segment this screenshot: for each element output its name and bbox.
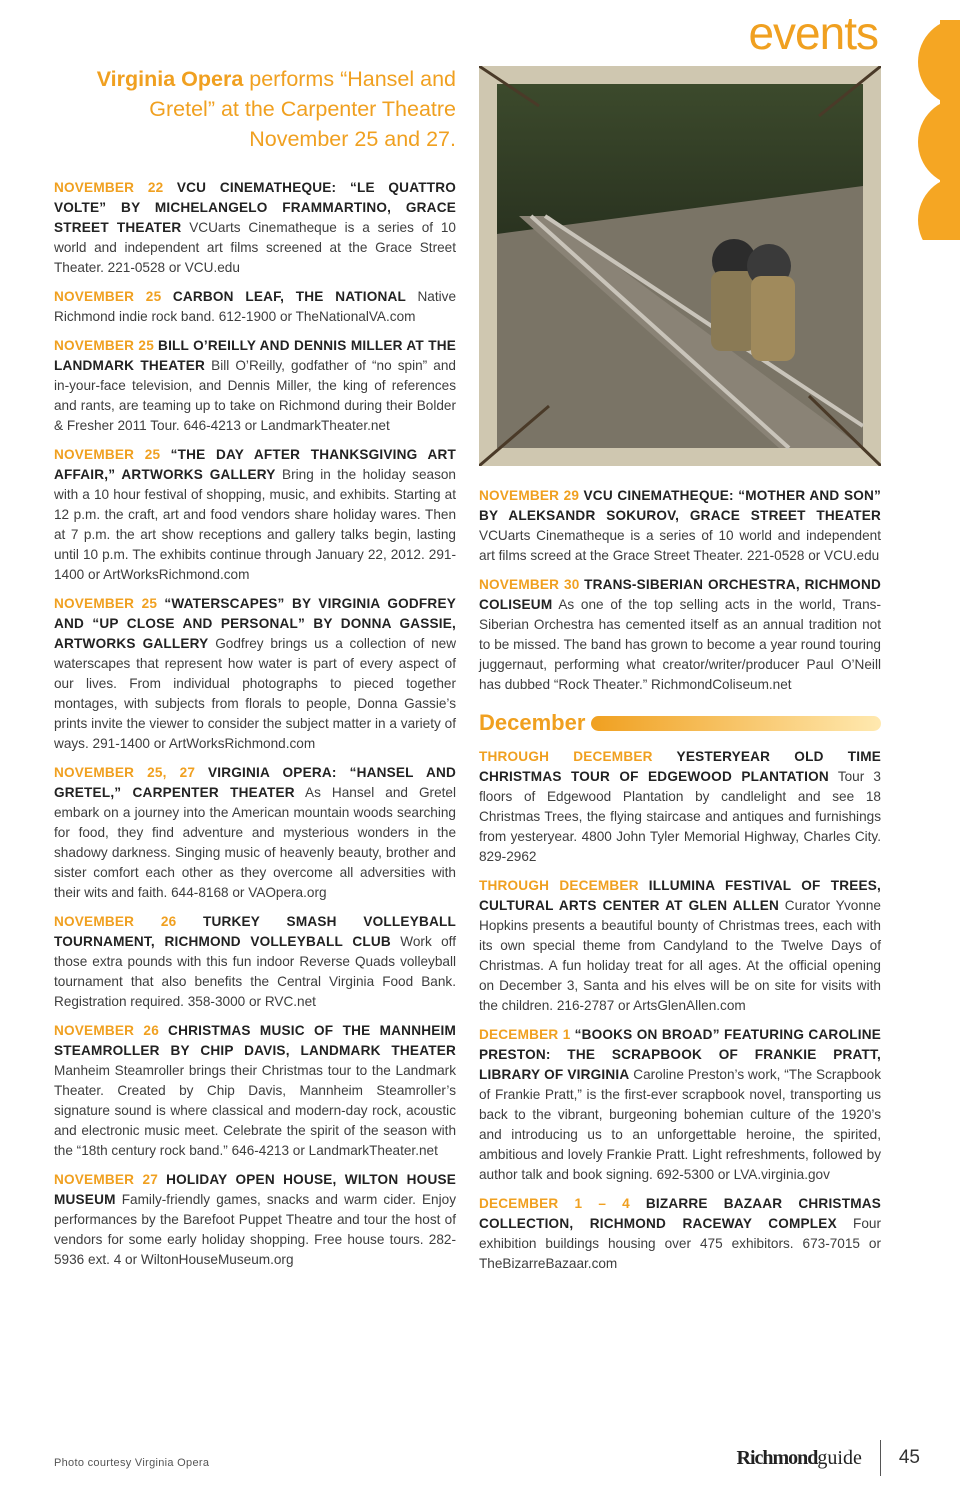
event-title: CHRISTMAS MUSIC OF THE MANNHEIM STEAMROLLER BY CHIP DAVIS, LANDMARK THEATER (54, 1023, 456, 1058)
event-description: Four exhibition buildings housing over 475 exhibitors. 673-7015 or TheBizarreBazaar.com (479, 1216, 881, 1271)
event-description: Godfrey brings us a collection of new waterscapes that represent how water is part of every aspect of our lives. From individual photographs to pieced together montages, with subjects from florals to people, Donna Gassie’s prints invite the viewer to consider the subject matter in a variety of ways. 291-1400 or ArtWorksRichmond.com (54, 636, 457, 751)
event-date: NOVEMBER 22 (54, 180, 164, 195)
event-photo (479, 66, 881, 466)
event-date: NOVEMBER 25, 27 (54, 765, 196, 780)
page-footer (737, 1440, 920, 1476)
event-title: VIRGINIA OPERA: “HANSEL AND GRETEL,” CARPENTER THEATER (54, 765, 456, 800)
event-item (479, 575, 881, 695)
event-date: DECEMBER 1 (479, 1027, 571, 1042)
event-date: DECEMBER 1 – 4 (479, 1196, 630, 1211)
event-date: NOVEMBER 25 (54, 447, 161, 462)
event-date: NOVEMBER 25 (54, 289, 162, 304)
month-divider-bar (591, 716, 881, 731)
decorative-scallop-border (910, 20, 960, 240)
event-item (479, 1194, 881, 1274)
event-title: “BOOKS ON BROAD” FEATURING CAROLINE PRESTON: THE SCRAPBOOK OF FRANKIE PRATT, LIBRARY OF VIRGINIA (479, 1027, 881, 1082)
event-title: “WATERSCAPES” BY VIRGINIA GODFREY AND “UP CLOSE AND PERSONAL” BY DONNA GASSIE, ARTWORKS GALLERY (54, 596, 456, 651)
event-description: Work off those extra pounds with this fun indoor Reverse Quads volleyball tournament that also benefits the Central Virginia Food Bank. Registration required. 358-3000 or RVC.net (54, 934, 456, 1009)
event-description: VCUarts Cinematheque is a series of 10 world and independent art films screed at the Grace Street Theater. 221-0528 or VCU.edu (479, 528, 881, 563)
event-title: TURKEY SMASH VOLLEYBALL TOURNAMENT, RICHMOND VOLLEYBALL CLUB (54, 914, 457, 949)
event-description: Caroline Preston’s work, “The Scrapbook of Frankie Pratt,” is the first-ever scrapbook novel, transporting us back to the vibrant, burgeoning bohemian culture of the 1920’s and introducing us to an unforgettable heroine, the spirited, ambitious and lovely Frankie Pratt. Light refreshments, followed by author talk and book signing. 692-5300 or LVA.virginia.gov (479, 1067, 881, 1182)
event-item (54, 912, 456, 1012)
event-item (54, 178, 456, 278)
event-item (479, 486, 881, 566)
event-title: TRANS-SIBERIAN ORCHESTRA, RICHMOND COLISEUM (479, 577, 881, 612)
event-item (54, 287, 456, 327)
event-date: NOVEMBER 29 (479, 488, 580, 503)
event-title: BILL O’REILLY AND DENNIS MILLER AT THE LANDMARK THEATER (54, 338, 456, 373)
event-description: Tour 3 floors of Edgewood Plantation by candlelight and see 18 Christmas Trees, the flying staircase and antiques and furnishings from yesteryear. 4800 John Tyler Memorial Highway, Charles City. 829-2962 (479, 769, 881, 864)
event-description: As Hansel and Gretel embark on a journey into the American mountain woods searching for food, they find adventure and mysterious wonders in the shadowy darkness. Singing music of heavenly beauty, brother and sister comfort each other as they overcome all adversities with their wits and faith. 644-8168 or VAOpera.org (54, 785, 456, 900)
month-label: December (479, 710, 586, 735)
event-item (54, 445, 456, 585)
event-date: NOVEMBER 27 (54, 1172, 158, 1187)
event-description: As one of the top selling acts in the world, Trans-Siberian Orchestra has cemented itself as an annual tradition not to be missed. The band has grown to become a year round touring juggernaut, performing what creator/writer/producer Paul O’Neill has dubbed “Rock Theater.” RichmondColiseum.net (479, 597, 881, 692)
event-item (54, 763, 456, 903)
right-column (479, 486, 881, 1283)
event-item (479, 876, 881, 1016)
event-item (54, 1021, 456, 1161)
event-title: VCU CINEMATHEQUE: “LE QUATTRO VOLTE” BY MICHELANGELO FRAMMARTINO, GRACE STREET THEATER (54, 180, 456, 235)
event-description: Native Richmond indie rock band. 612-1900 or TheNationalVA.com (54, 289, 457, 324)
event-description: Curator Yvonne Hopkins presents a beautiful bounty of Christmas trees, each with its own special theme from Candyland to the Twelve Days of Christmas. A fun holiday treat for all ages. At the official opening on December 3, Santa and his elves will be on site for visits with the children. 216-2787 or ArtsGlenAllen.com (479, 898, 881, 1013)
event-description: Manheim Steamroller brings their Christmas tour to the Landmark Theater. Created by Chip Davis, Mannheim Steamroller’s signature sound is where classical and modern-day rock, acoustic and electronic music meet. Celebrate the spirit of the season with the “18th century rock band.” 646-4213 or LandmarkTheater.net (54, 1063, 456, 1158)
event-title: ILLUMINA FESTIVAL OF TREES, CULTURAL ARTS CENTER AT GLEN ALLEN (479, 878, 881, 913)
event-date: NOVEMBER 30 (479, 577, 580, 592)
event-item (54, 1170, 456, 1270)
month-heading-december (479, 710, 881, 735)
event-date: NOVEMBER 26 (54, 914, 177, 929)
event-title: BIZARRE BAZAAR CHRISTMAS COLLECTION, RICHMOND RACEWAY COMPLEX (479, 1196, 882, 1231)
event-date: THROUGH DECEMBER (479, 749, 653, 764)
event-description: VCUarts Cinematheque is a series of 10 world and independent art films screened at the Grace Street Theater. 221-0528 or VCU.edu (54, 220, 456, 275)
event-item (479, 1025, 881, 1185)
event-date: NOVEMBER 26 (54, 1023, 159, 1038)
event-item (54, 594, 456, 754)
caption-text: performs “Hansel and Gretel” at the Carpenter Theatre November 25 and 27. (149, 67, 456, 151)
event-item (54, 336, 456, 436)
section-title: events (748, 7, 878, 59)
left-column (54, 178, 456, 1279)
footer-divider (880, 1440, 881, 1476)
logo-bold: Richmond (736, 1446, 818, 1469)
photo-caption (54, 64, 456, 154)
event-title: HOLIDAY OPEN HOUSE, WILTON HOUSE MUSEUM (54, 1172, 456, 1207)
event-title: CARBON LEAF, THE NATIONAL (172, 289, 407, 304)
event-description: Bill O’Reilly, godfather of “no spin” and in-your-face television, and Dennis Miller, the king of references and rants, are teaming up to take on Richmond during their Bolder & Fresher 2011 Tour. 646-4213 or LandmarkTheater.net (54, 358, 456, 433)
event-title: YESTERYEAR OLD TIME CHRISTMAS TOUR OF EDGEWOOD PLANTATION (479, 749, 881, 784)
event-item (479, 747, 881, 867)
event-description: Bring in the holiday season with a 10 hour festival of shopping, music, and exhibits. Starting at 12 p.m. the craft, art and food vendors share holiday wares. Then at 7 p.m. the art show receptions and gallery talks begin, lasting until 10 p.m. The exhibits continue through January 22, 2012. 291-1400 or ArtWorksRichmond.com (54, 467, 456, 582)
caption-highlight: Virginia Opera (96, 67, 244, 91)
event-date: NOVEMBER 25 (54, 338, 154, 353)
page-number: 45 (898, 1447, 920, 1468)
event-date: THROUGH DECEMBER (479, 878, 639, 893)
event-title: “THE DAY AFTER THANKSGIVING ART AFFAIR,” ARTWORKS GALLERY (54, 447, 456, 482)
event-title: VCU CINEMATHEQUE: “MOTHER AND SON” BY ALEKSANDR SOKUROV, GRACE STREET THEATER (479, 488, 881, 523)
publication-logo (737, 1447, 862, 1470)
event-date: NOVEMBER 25 (54, 596, 158, 611)
logo-rest: guide (817, 1446, 862, 1469)
photo-credit: Photo courtesy Virginia Opera (54, 1457, 210, 1469)
event-description: Family-friendly games, snacks and warm cider. Enjoy performances by the Barefoot Puppet Theatre and tour the host of vendors for some early holiday shopping. Free house tours. 282-5936 ext. 4 or WiltonHouseMuseum.org (54, 1192, 456, 1267)
